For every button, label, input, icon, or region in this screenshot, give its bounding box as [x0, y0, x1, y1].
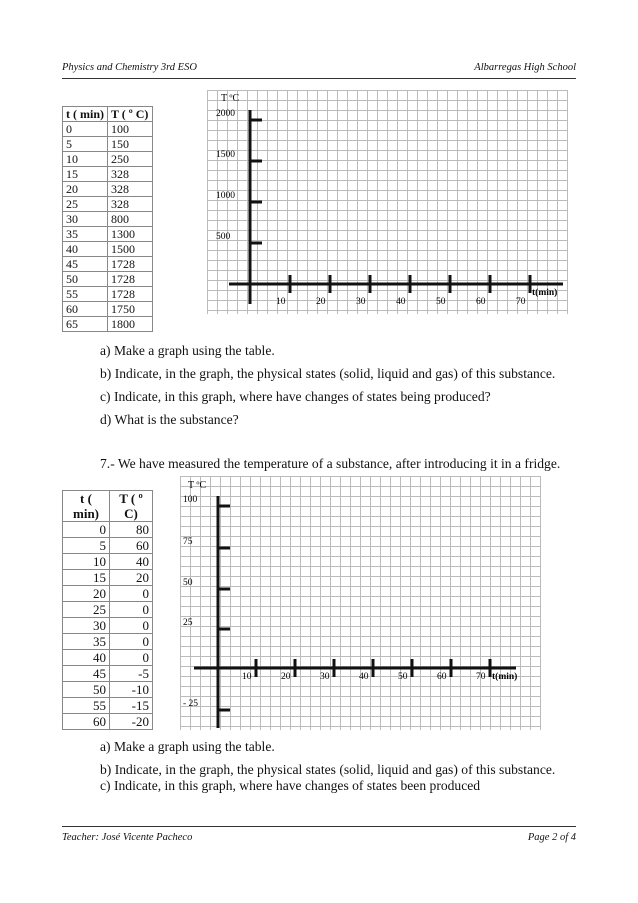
table2-temp-cell: 40: [110, 554, 153, 570]
table1-temp-cell: 250: [108, 152, 153, 167]
x-tick-label: 60: [476, 297, 486, 307]
table2-time-cell: 0: [63, 522, 110, 538]
x-tick-label: 10: [276, 297, 286, 307]
table1-time-cell: 10: [63, 152, 108, 167]
table1-header-temp: T ( º C): [108, 107, 153, 122]
table1-header-time: t ( min): [63, 107, 108, 122]
y-tick-label: 75: [183, 537, 193, 547]
table2-header-temp: T ( º C): [110, 491, 153, 522]
y-axis-label: T ºC: [221, 93, 240, 104]
table2-time-cell: 60: [63, 714, 110, 730]
table2-row: [63, 570, 153, 586]
y-tick-label: 25: [183, 618, 193, 628]
y-tick-label: 100: [183, 495, 198, 505]
x-tick-label: 70: [476, 672, 486, 682]
header-left: Physics and Chemistry 3rd ESO: [62, 62, 197, 73]
table1-time-cell: 35: [63, 227, 108, 242]
question1-d: d) What is the substance?: [100, 412, 239, 427]
table2-temp-cell: 0: [110, 634, 153, 650]
table1-row: [63, 137, 153, 152]
table2-row: [63, 682, 153, 698]
x-tick-label: 30: [320, 672, 330, 682]
table2-row: [63, 586, 153, 602]
x-tick-label: 50: [398, 672, 408, 682]
table2-temp-cell: 20: [110, 570, 153, 586]
table2-time-cell: 45: [63, 666, 110, 682]
table2-time-cell: 15: [63, 570, 110, 586]
table1-time-cell: 55: [63, 287, 108, 302]
y-tick-label: 2000: [216, 109, 235, 119]
table1-row: [63, 152, 153, 167]
table2-row: [63, 634, 153, 650]
table2-container: [62, 490, 153, 730]
table1-temp-cell: 1300: [108, 227, 153, 242]
table1-row: [63, 167, 153, 182]
x-tick-label: 10: [242, 672, 252, 682]
table2-row: [63, 650, 153, 666]
footer-left: Teacher: José Vicente Pacheco: [62, 832, 193, 843]
table1-temp-cell: 1800: [108, 317, 153, 332]
table2-temp-cell: -5: [110, 666, 153, 682]
footer-rule: [62, 826, 576, 827]
table1-body: [63, 122, 153, 332]
table2-temp-cell: 60: [110, 538, 153, 554]
table2-time-cell: 10: [63, 554, 110, 570]
table2-row: [63, 538, 153, 554]
question2-c: c) Indicate, in this graph, where have changes of states been produced: [100, 778, 481, 793]
y-tick-label: 500: [216, 232, 231, 242]
question2-b: b) Indicate, in the graph, the physical states (solid, liquid and gas) of this substance.: [100, 762, 556, 777]
table2-row: [63, 666, 153, 682]
table1: [62, 106, 153, 332]
table1-temp-cell: 800: [108, 212, 153, 227]
table2-time-cell: 5: [63, 538, 110, 554]
y-tick-label: - 25: [183, 699, 199, 709]
table2-row: [63, 618, 153, 634]
table1-time-cell: 30: [63, 212, 108, 227]
question1-a: a) Make a graph using the table.: [100, 343, 275, 358]
table1-row: [63, 227, 153, 242]
table2-time-cell: 20: [63, 586, 110, 602]
x-tick-label: 40: [359, 672, 369, 682]
x-tick-label: 30: [356, 297, 366, 307]
x-axis-label: t(min): [532, 288, 558, 298]
x-tick-label: 20: [316, 297, 326, 307]
table1-row: [63, 317, 153, 332]
table2-time-cell: 25: [63, 602, 110, 618]
table1-row: [63, 272, 153, 287]
table1-container: [62, 106, 153, 332]
table2-time-cell: 55: [63, 698, 110, 714]
table2-temp-cell: 0: [110, 602, 153, 618]
table2-row: [63, 522, 153, 538]
question2-a: a) Make a graph using the table.: [100, 739, 275, 754]
table1-temp-cell: 1750: [108, 302, 153, 317]
table2-row: [63, 714, 153, 730]
table2-temp-cell: -10: [110, 682, 153, 698]
y-tick-label: 1500: [216, 150, 235, 160]
x-tick-label: 60: [437, 672, 447, 682]
table1-row: [63, 242, 153, 257]
table1-time-cell: 25: [63, 197, 108, 212]
table1-row: [63, 182, 153, 197]
graph1: [207, 90, 575, 316]
x-tick-label: 70: [516, 297, 526, 307]
table2-header-time: t ( min): [63, 491, 110, 522]
table2-temp-cell: 0: [110, 650, 153, 666]
table1-time-cell: 15: [63, 167, 108, 182]
table2-time-cell: 50: [63, 682, 110, 698]
question1-c: c) Indicate, in this graph, where have changes of states being produced?: [100, 389, 491, 404]
graph2: [180, 476, 542, 732]
y-axis-label: T ºC: [188, 480, 207, 491]
table2-temp-cell: 80: [110, 522, 153, 538]
table1-temp-cell: 328: [108, 197, 153, 212]
table1-time-cell: 65: [63, 317, 108, 332]
table2-temp-cell: -20: [110, 714, 153, 730]
table1-temp-cell: 100: [108, 122, 153, 137]
table2-temp-cell: 0: [110, 618, 153, 634]
table1-temp-cell: 328: [108, 167, 153, 182]
header-right: Albarregas High School: [474, 62, 576, 73]
table1-temp-cell: 150: [108, 137, 153, 152]
footer-right: Page 2 of 4: [527, 832, 576, 843]
header-rule: [62, 78, 576, 79]
x-tick-label: 50: [436, 297, 446, 307]
table2-row: [63, 602, 153, 618]
table2-temp-cell: 0: [110, 586, 153, 602]
y-tick-label: 1000: [216, 191, 235, 201]
table1-time-cell: 50: [63, 272, 108, 287]
x-axis-label: t(min): [492, 672, 518, 682]
table2-row: [63, 698, 153, 714]
table2-time-cell: 35: [63, 634, 110, 650]
table1-row: [63, 257, 153, 272]
table2: [62, 490, 153, 730]
table2-temp-cell: -15: [110, 698, 153, 714]
table2-time-cell: 30: [63, 618, 110, 634]
table1-temp-cell: 1728: [108, 272, 153, 287]
question1-b: b) Indicate, in the graph, the physical states (solid, liquid and gas) of this substance.: [100, 366, 556, 381]
exercise7-title: 7.- We have measured the temperature of a substance, after introducing it in a fridge.: [100, 456, 561, 471]
table1-time-cell: 60: [63, 302, 108, 317]
table2-header-row: [63, 491, 153, 522]
table1-temp-cell: 328: [108, 182, 153, 197]
y-tick-label: 50: [183, 578, 193, 588]
table1-time-cell: 5: [63, 137, 108, 152]
table1-row: [63, 122, 153, 137]
table2-body: [63, 522, 153, 730]
x-tick-label: 20: [281, 672, 291, 682]
x-tick-label: 40: [396, 297, 406, 307]
table1-time-cell: 40: [63, 242, 108, 257]
table1-row: [63, 212, 153, 227]
table1-time-cell: 20: [63, 182, 108, 197]
table1-temp-cell: 1500: [108, 242, 153, 257]
table1-temp-cell: 1728: [108, 257, 153, 272]
table1-row: [63, 197, 153, 212]
table2-time-cell: 40: [63, 650, 110, 666]
table1-time-cell: 45: [63, 257, 108, 272]
table2-row: [63, 554, 153, 570]
table1-header-row: [63, 107, 153, 122]
table1-temp-cell: 1728: [108, 287, 153, 302]
table1-row: [63, 302, 153, 317]
table1-row: [63, 287, 153, 302]
table1-time-cell: 0: [63, 122, 108, 137]
